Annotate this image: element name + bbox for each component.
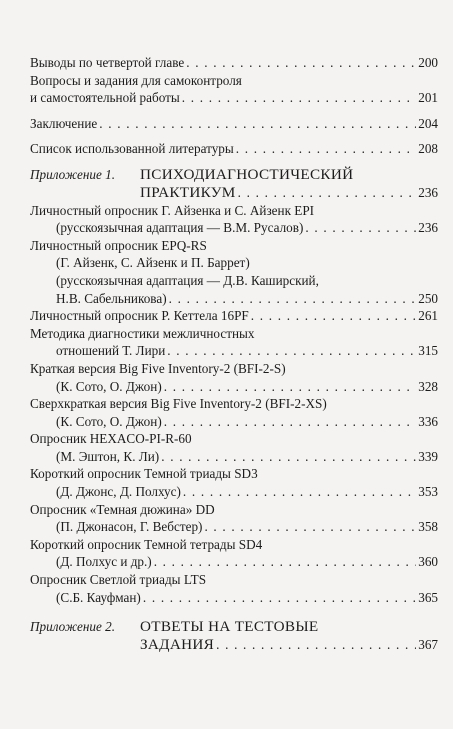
toc-entry-line: (Г. Айзенк, С. Айзенк и П. Баррет) xyxy=(56,255,250,271)
dot-leader xyxy=(183,483,416,501)
toc-entry-page: 236 xyxy=(418,220,438,236)
toc-entry-title: (С.Б. Кауфман) xyxy=(56,589,141,605)
toc-entry-line: Личностный опросник Г. Айзенка и С. Айзенк EPI xyxy=(30,202,315,218)
toc-entry-line: Сверхкраткая версия Big Five Inventory-2 (BFI-2-XS) xyxy=(30,396,327,412)
toc-entry-page: 204 xyxy=(418,115,438,131)
appendix-1 xyxy=(30,166,438,606)
toc-entry-page: 365 xyxy=(418,589,438,605)
toc-entry-title: Н.В. Сабельникова) xyxy=(56,290,167,306)
toc-entry-title: (Д. Полхус и др.) xyxy=(56,554,152,570)
toc-entry-title: (М. Эштон, К. Ли) xyxy=(56,448,160,464)
dot-leader xyxy=(236,140,416,158)
toc-entry xyxy=(30,342,438,360)
table-of-contents xyxy=(30,54,438,654)
dot-leader xyxy=(238,184,417,202)
toc-entry-page: 200 xyxy=(418,55,438,70)
toc-entry xyxy=(30,54,438,72)
toc-entry-title: отношений Т. Лири xyxy=(56,343,166,359)
toc-entry-page: 367 xyxy=(418,637,438,653)
toc-entry-page: 208 xyxy=(418,141,438,157)
toc-entry-line: Опросник HEXACO-PI-R-60 xyxy=(30,431,192,447)
toc-entry-line: Короткий опросник Темной триады SD3 xyxy=(30,466,258,482)
toc-entry-page: 250 xyxy=(418,290,438,306)
toc-entry-title: (К. Сото, О. Джон) xyxy=(56,378,162,394)
toc-entry xyxy=(30,483,438,501)
toc-entry-title: Заключение xyxy=(30,115,98,131)
dot-leader xyxy=(143,589,416,607)
toc-entry-page: 360 xyxy=(418,554,438,570)
toc-entry xyxy=(30,413,438,431)
toc-entry xyxy=(30,589,438,607)
toc-entry-title: Список использованной литературы xyxy=(30,141,234,157)
dot-leader xyxy=(167,342,416,360)
toc-entry-title: и самостоятельной работы xyxy=(30,90,180,106)
dot-leader xyxy=(216,636,416,654)
toc-entry-page: 358 xyxy=(418,519,438,535)
appendix-title: ОТВЕТЫ НА ТЕСТОВЫЕ xyxy=(140,618,319,636)
appendix-title: ПСИХОДИАГНОСТИЧЕСКИЙ xyxy=(140,165,354,183)
toc-entry-line: Опросник «Темная дюжина» DD xyxy=(30,501,215,517)
toc-entry-page: 339 xyxy=(418,448,438,464)
toc-entry-page: 336 xyxy=(418,413,438,429)
dot-leader xyxy=(164,413,417,431)
toc-entry-line: Опросник Светлой триады LTS xyxy=(30,572,207,588)
dot-leader xyxy=(305,219,416,237)
toc-entry xyxy=(30,518,438,536)
appendix-label: Приложение 1. xyxy=(30,166,116,182)
toc-entry-page: 261 xyxy=(418,308,438,324)
toc-entry-line: Методика диагностики межличностных xyxy=(30,325,255,341)
toc-entry-page: 328 xyxy=(418,378,438,394)
toc-entry-line: Вопросы и задания для самоконтроля xyxy=(30,72,242,88)
toc-entry-title: (К. Сото, О. Джон) xyxy=(56,413,162,429)
dot-leader xyxy=(204,518,416,536)
toc-entry xyxy=(30,115,438,133)
appendix-2 xyxy=(30,618,438,654)
toc-entry xyxy=(30,448,438,466)
appendix-heading xyxy=(30,166,438,184)
toc-entry-page: 315 xyxy=(418,343,438,359)
toc-entry-title: Выводы по четвертой главе xyxy=(30,55,185,70)
appendix-title-cont: ПРАКТИКУМ xyxy=(140,183,236,201)
toc-entry-title: (П. Джонасон, Г. Вебстер) xyxy=(56,519,203,535)
toc-entry-line: Краткая версия Big Five Inventory-2 (BFI-2-S) xyxy=(30,360,286,376)
toc-entry-line: Короткий опросник Темной тетрады SD4 xyxy=(30,536,263,552)
toc-entry xyxy=(30,89,438,107)
dot-leader xyxy=(99,115,416,133)
toc-entry-page: 201 xyxy=(418,90,438,106)
dot-leader xyxy=(182,89,416,107)
toc-entry-page: 353 xyxy=(418,484,438,500)
toc-entry-page: 236 xyxy=(418,184,438,200)
toc-entry-title: Личностный опросник Р. Кеттела 16PF xyxy=(30,308,249,324)
toc-entry xyxy=(30,290,438,308)
toc-entry xyxy=(30,140,438,158)
dot-leader xyxy=(186,54,416,72)
toc-entry-line: (русскоязычная адаптация — Д.В. Каширский, xyxy=(56,272,319,288)
toc-entry xyxy=(30,307,438,325)
toc-entry xyxy=(30,219,438,237)
toc-entry-line: Личностный опросник EPQ-RS xyxy=(30,237,207,253)
dot-leader xyxy=(154,553,417,571)
dot-leader xyxy=(164,378,417,396)
toc-entry-title: (Д. Джонс, Д. Полхус) xyxy=(56,484,181,500)
toc-entry xyxy=(30,553,438,571)
appendix-title-cont: ЗАДАНИЯ xyxy=(140,636,215,654)
dot-leader xyxy=(169,290,417,308)
appendix-heading-row xyxy=(30,636,438,654)
appendix-heading-row xyxy=(30,184,438,202)
dot-leader xyxy=(161,448,416,466)
dot-leader xyxy=(251,307,416,325)
toc-entry xyxy=(30,378,438,396)
appendix-heading xyxy=(30,618,438,636)
appendix-label: Приложение 2. xyxy=(30,619,116,635)
toc-entry-title: (русскоязычная адаптация — В.М. Русалов) xyxy=(56,220,304,236)
